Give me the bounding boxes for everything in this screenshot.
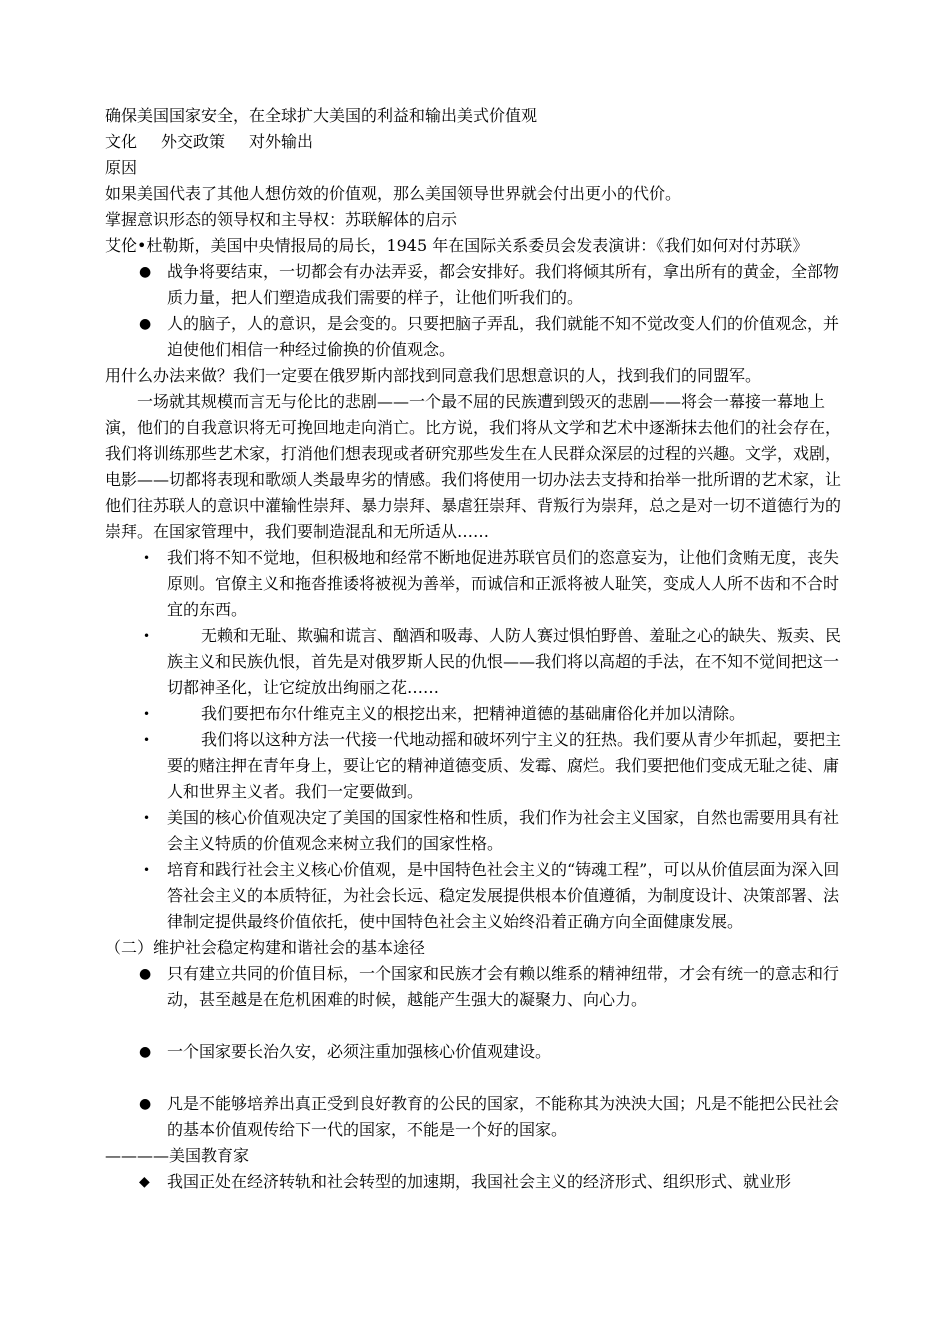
list-item (105, 311, 853, 363)
list-item (105, 857, 853, 935)
line-6: 艾伦•杜勒斯，美国中央情报局的局长，1945 年在国际关系委员会发表演讲：《我们如何对付苏联》 (105, 236, 809, 255)
bullet-dot-icon: ● (139, 966, 152, 982)
list-item (105, 805, 853, 857)
bullet-small-icon: • (143, 551, 151, 565)
bullet-dot-icon: ● (139, 264, 152, 280)
list-item (105, 545, 853, 623)
bullet-small-icon: • (143, 629, 151, 643)
bullet-text: 凡是不能够培养出真正受到良好教育的公民的国家，不能称其为泱泱大国；凡是不能把公民社会的基本价值观传给下一代的国家，不能是一个好的国家。 (167, 1094, 840, 1139)
bullet-text: 培育和践行社会主义核心价值观，是中国特色社会主义的“铸魂工程”，可以从价值层面为深入回答社会主义的本质特征，为社会长远、稳定发展提供根本价值遵循，为制度设计、决策部署、法律制定提供最终价值依托，使中国特色社会主义始终沿着正确方向全面健康发展。 (167, 860, 840, 931)
section-title: （二）维护社会稳定构建和谐社会的基本途径 (105, 938, 426, 957)
bullet-dot-icon: ● (139, 1044, 152, 1060)
paragraph: 一场就其规模而言无与伦比的悲剧——一个最不屈的民族遭到毁灭的悲剧——将会一幕接一幕地上演，他们的自我意识将无可挽回地走向消亡。比方说，我们将从文学和艺术中逐渐抹去他们的社会存在，我们将训练那些艺术家，打消他们想表现或者研究那些发生在人民群众深层的过程的兴趣。文学，戏剧，电影——切都将表现和歌颂人类最卑劣的情感。我们将使用一切办法去支持和抬举一批所谓的艺术家，让他们往苏联人的意识中灌输性崇拜、暴力崇拜、暴虐狂崇拜、背叛行为崇拜，总之是对一切不道德行为的崇拜。在国家管理中，我们要制造混乱和无所适从…… (105, 392, 842, 541)
bullet-text: 我们将以这种方法一代接一代地动摇和破坏列宁主义的狂热。我们要从青少年抓起，要把主要的赌注押在青年身上，要让它的精神道德变质、发霉、腐烂。我们要把他们变成无耻之徒、庸人和世界主义者。我们一定要做到。 (167, 730, 842, 801)
list-item (105, 1169, 853, 1195)
question-line: 用什么办法来做？我们一定要在俄罗斯内部找到同意我们思想意识的人，找到我们的同盟军。 (105, 366, 762, 385)
list-item (105, 961, 853, 1013)
bullet-text: 无赖和无耻、欺骗和谎言、酗酒和吸毒、人防人赛过惧怕野兽、羞耻之心的缺失、叛卖、民族主义和民族仇恨，首先是对俄罗斯人民的仇恨——我们将以高超的手法，在不知不觉间把这一切都神圣化，让它绽放出绚丽之花…… (167, 626, 842, 697)
bullet-text: 我国正处在经济转轨和社会转型的加速期，我国社会主义的经济形式、组织形式、就业形 (167, 1172, 792, 1191)
bullet-text: 战争将要结束，一切都会有办法弄妥，都会安排好。我们将倾其所有，拿出所有的黄金，全部物质力量，把人们塑造成我们需要的样子，让他们听我们的。 (167, 262, 840, 307)
list-item (105, 1091, 853, 1143)
bullet-text: 我们将不知不觉地，但积极地和经常不断地促进苏联官员们的恣意妄为，让他们贪贿无度，丧失原则。官僚主义和拖沓推诿将被视为善举，而诚信和正派将被人耻笑，变成人人所不齿和不合时宜的东西。 (167, 548, 840, 619)
bullet-small-icon: • (143, 707, 151, 721)
bullet-small-icon: • (143, 863, 151, 877)
label-foreign-policy: 外交政策 (161, 132, 226, 151)
bullet-diamond-icon: ◆ (139, 1174, 150, 1190)
bullet-text: 美国的核心价值观决定了美国的国家性格和性质，我们作为社会主义国家，自然也需要用具有社会主义特质的价值观念来树立我们的国家性格。 (167, 808, 840, 853)
bullet-text: 我们要把布尔什维克主义的根挖出来，把精神道德的基础庸俗化并加以清除。 (201, 704, 746, 723)
bullet-dot-icon: ● (139, 1096, 152, 1112)
label-output: 对外输出 (249, 132, 314, 151)
list-item (105, 623, 853, 701)
bullet-text: 只有建立共同的价值目标，一个国家和民族才会有赖以维系的精神纽带，才会有统一的意志和行动，甚至越是在危机困难的时候，越能产生强大的凝聚力、向心力。 (167, 964, 840, 1009)
list-item (105, 701, 853, 727)
list-item (105, 259, 853, 311)
bullet-text: 人的脑子，人的意识，是会变的。只要把脑子弄乱，我们就能不知不觉改变人们的价值观念，并迫使他们相信一种经过偷换的价值观念。 (167, 314, 840, 359)
line-2 (105, 129, 853, 155)
attribution: ————美国教育家 (105, 1146, 250, 1165)
bullet-text: 一个国家要长治久安，必须注重加强核心价值观建设。 (167, 1042, 552, 1061)
list-item (105, 1039, 853, 1065)
bullet-small-icon: • (143, 733, 151, 747)
label-culture: 文化 (105, 132, 138, 151)
line-5: 掌握意识形态的领导权和主导权：苏联解体的启示 (105, 210, 458, 229)
bullet-dot-icon: ● (139, 316, 152, 332)
line-4: 如果美国代表了其他人想仿效的价值观，那么美国领导世界就会付出更小的代价。 (105, 184, 682, 203)
line-3: 原因 (105, 158, 138, 177)
list-item (105, 727, 853, 805)
line-1: 确保美国国家安全，在全球扩大美国的利益和输出美式价值观 (105, 106, 538, 125)
document-body (105, 103, 853, 1195)
bullet-small-icon: • (143, 811, 151, 825)
